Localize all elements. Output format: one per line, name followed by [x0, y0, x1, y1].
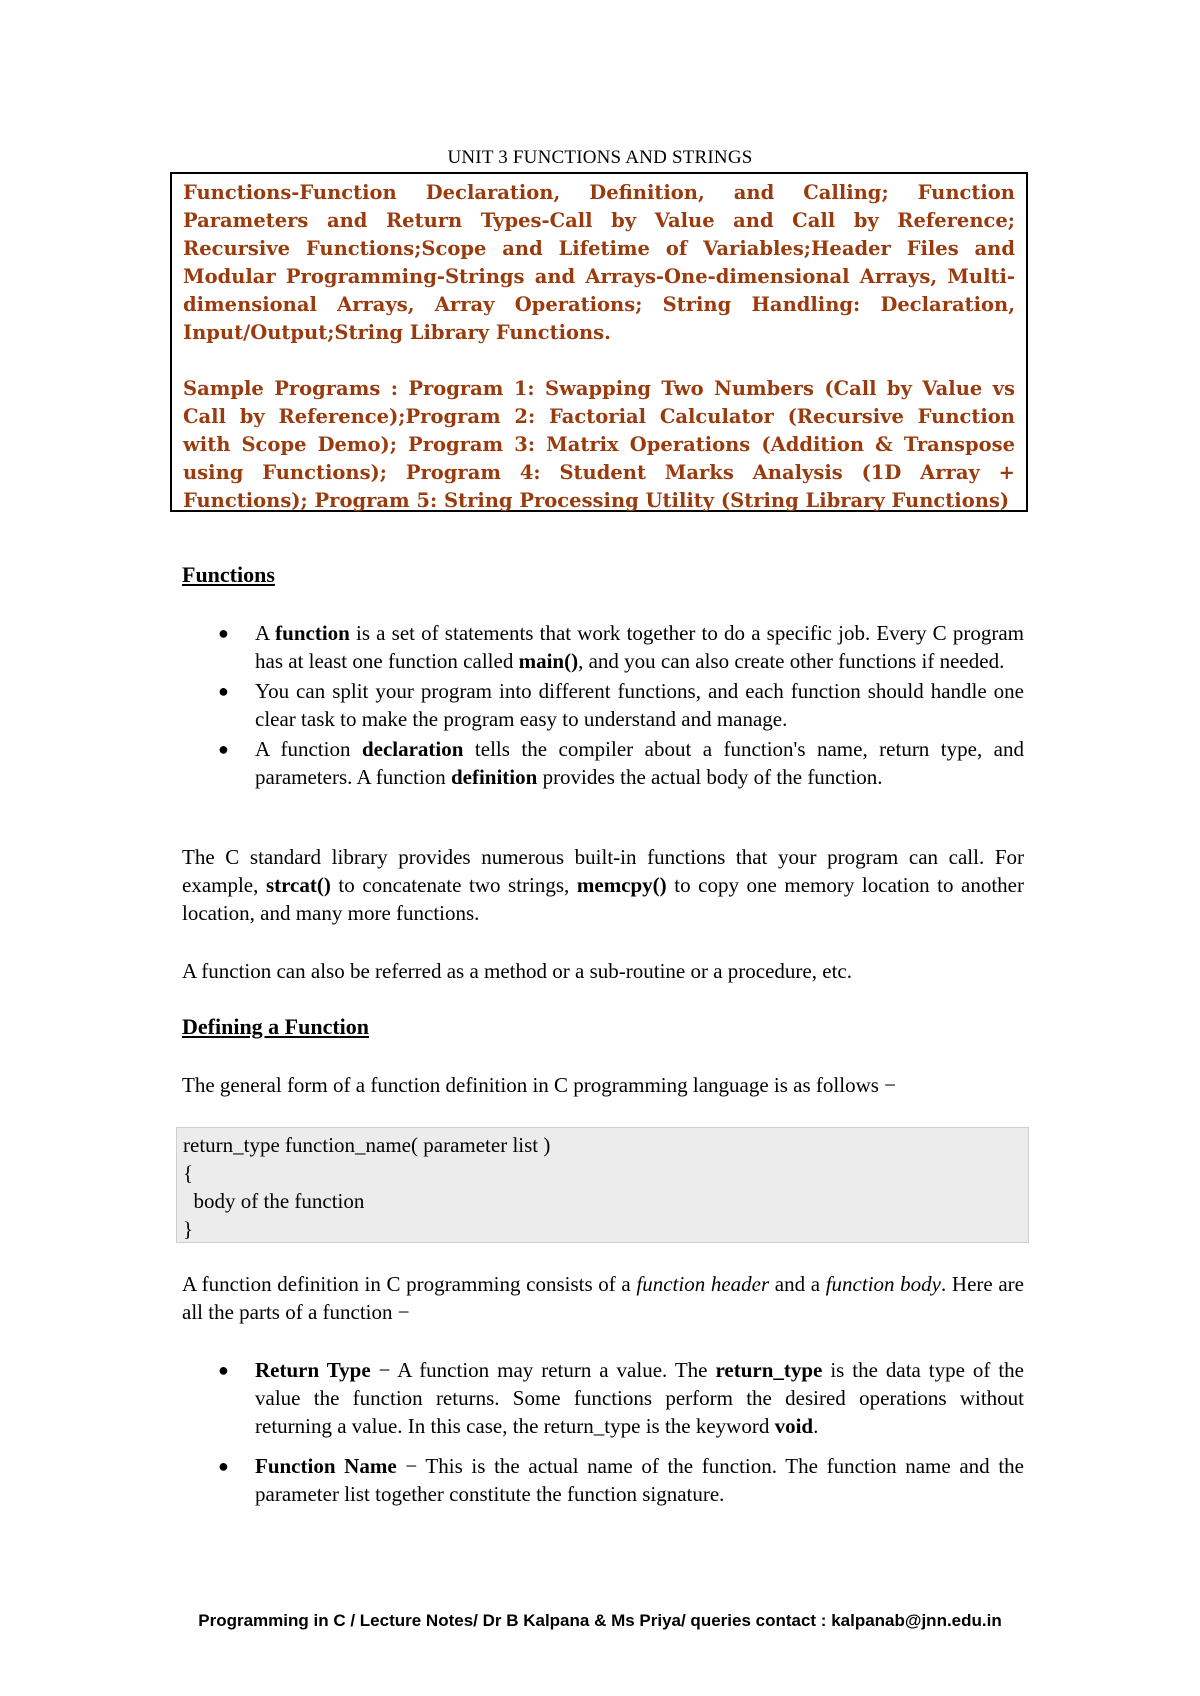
functions-heading: Functions — [182, 562, 275, 587]
bullet-icon: ● — [218, 1360, 229, 1380]
syllabus-topics: Functions-Function Declaration, Definition, and Calling; Function Parameters and Return Types-Call by Value and Call by Reference; Recursive Functions;Scope and Lifetime of Variables;Header Files and Modular Programming-Strings and Arrays-One-dimensional Arrays, Multi-dimensional Arrays, Array Operations; String Handling: Declaration, Input/Output;String Library Functions. — [183, 181, 1015, 344]
list-item: ● A function declaration tells the compiler about a function's name, return type, and parameters. A function definition provides the actual body of the function. — [218, 737, 1024, 789]
list-item: ● A function is a set of statements that work together to do a specific job. Every C program has at least one function called main(), and you can also create other functions if needed. — [218, 621, 1024, 673]
general-form-paragraph: The general form of a function definition in C programming language is as follows − — [182, 1073, 896, 1097]
term-function: function — [275, 621, 350, 645]
standard-library-paragraph: The C standard library provides numerous built-in functions that your program can call. For example, strcat() to concatenate two strings, memcpy() to copy one memory location to another location, and many more functions. — [182, 845, 1025, 925]
term-main: main() — [518, 649, 579, 673]
term-return-type: Return Type — [255, 1358, 371, 1382]
function-parts-list — [182, 1356, 1024, 1510]
defining-heading: Defining a Function — [182, 1014, 370, 1039]
syllabus-box — [170, 172, 1028, 512]
list-item: ● You can split your program into different functions, and each function should handle one clear task to make the program easy to understand and manage. — [218, 679, 1024, 731]
term-strcat: strcat() — [265, 873, 331, 897]
method-paragraph: A function can also be referred as a method or a sub-routine or a procedure, etc. — [182, 959, 852, 983]
term-function-name: Function Name — [255, 1454, 397, 1478]
function-parts-paragraph: A function definition in C programming consists of a function header and a function body. Here are all the parts of a function − — [182, 1272, 1024, 1324]
term-return-type-code: return_type — [715, 1358, 823, 1382]
list-item: ● Return Type − A function may return a value. The return_type is the data type of the value the function returns. Some functions perform the desired operations without returning a value. In this case, the return_type is the keyword void. — [218, 1358, 1024, 1438]
list-item: ● Function Name − This is the actual name of the function. The function name and the parameter list together constitute the function signature. — [218, 1454, 1024, 1506]
page-footer: Programming in C / Lecture Notes/ Dr B Kalpana & Ms Priya/ queries contact : kalpanab@jnn.edu.in — [198, 1611, 1002, 1630]
bullet-icon: ● — [218, 1456, 229, 1476]
term-declaration: declaration — [361, 737, 464, 761]
term-definition: definition — [450, 765, 538, 789]
term-function-header: function header — [636, 1272, 770, 1296]
functions-bullet-list — [182, 619, 1024, 793]
bullet-icon: ● — [218, 681, 229, 701]
bullet-icon: ● — [218, 623, 229, 643]
term-function-body: function body — [825, 1272, 942, 1296]
syllabus-samples: Sample Programs : Program 1: Swapping Two Numbers (Call by Value vs Call by Reference);Program 2: Factorial Calculator (Recursive Function with Scope Demo); Program 3: Matrix Operations (Addition & Transpose using Functions); Program 4: Student Marks Analysis (1D Array + Functions); Program 5: String Processing Utility (String Library Functions) — [183, 377, 1015, 512]
code-block: return_type function_name( parameter list ) { body of the function } — [176, 1127, 1029, 1243]
term-void: void — [774, 1414, 814, 1438]
unit-title: UNIT 3 FUNCTIONS AND STRINGS — [447, 147, 753, 168]
term-memcpy: memcpy() — [576, 873, 667, 897]
bullet-icon: ● — [218, 739, 229, 759]
